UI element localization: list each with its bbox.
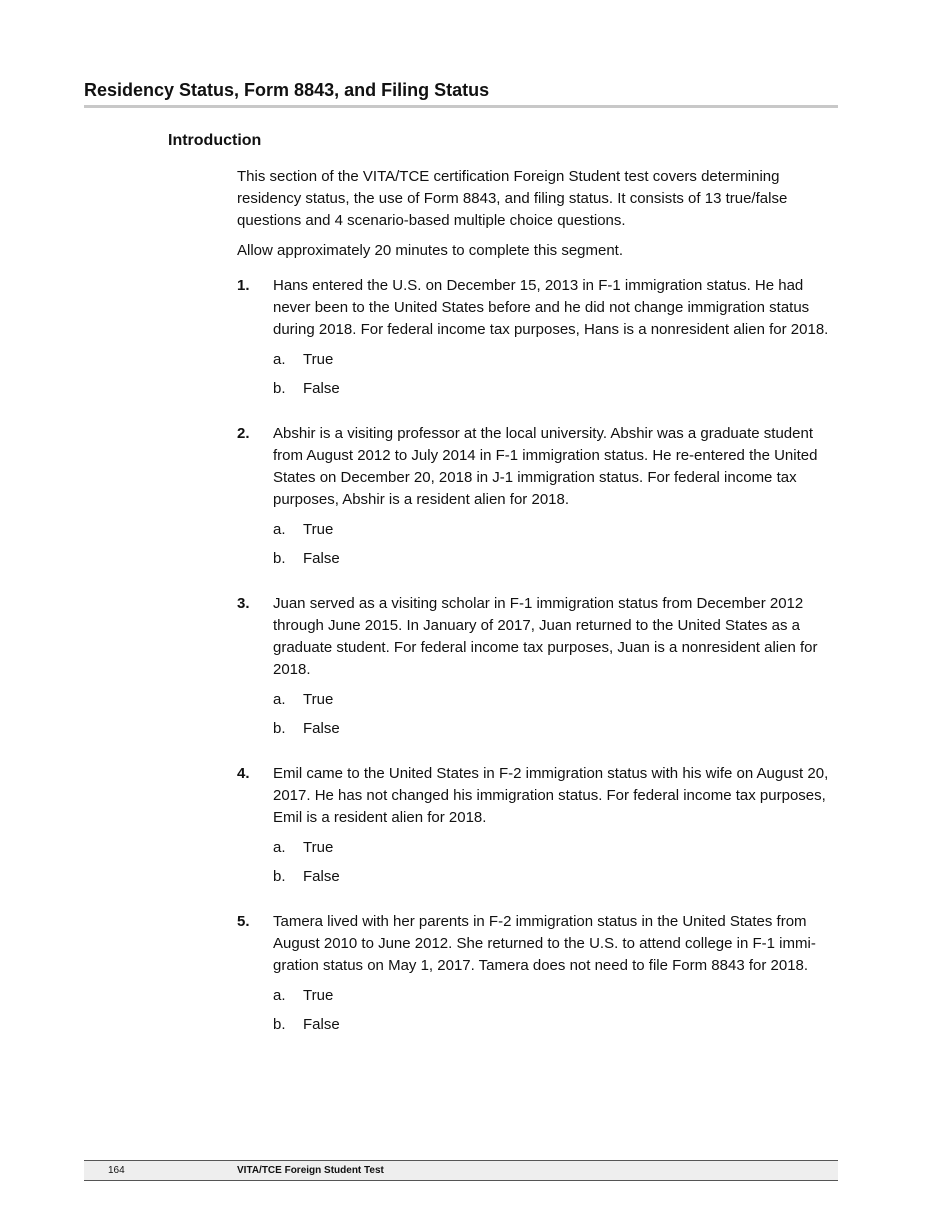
option-label: False bbox=[303, 720, 340, 737]
option-letter: a. bbox=[273, 839, 286, 856]
option-false[interactable] bbox=[273, 1014, 841, 1036]
question-number: 1. bbox=[237, 277, 250, 294]
intro-heading: Introduction bbox=[168, 132, 262, 149]
option-true[interactable] bbox=[273, 519, 841, 541]
option-letter: a. bbox=[273, 691, 286, 708]
option-false[interactable] bbox=[273, 718, 841, 740]
option-label: True bbox=[303, 839, 334, 856]
question-3 bbox=[237, 593, 841, 740]
option-label: False bbox=[303, 1016, 340, 1033]
option-letter: b. bbox=[273, 550, 286, 567]
option-true[interactable] bbox=[273, 985, 841, 1007]
option-label: True bbox=[303, 351, 334, 368]
option-letter: b. bbox=[273, 1016, 286, 1033]
question-text: Abshir is a visiting professor at the local university. Abshir was a graduate student from August 2012 to July 2014 in F-1 immigration status. He re-entered the United States on December 20, 2018 in J-1 immigration status. For federal income tax purposes, Abshir is a resident alien for 2018. bbox=[273, 425, 818, 508]
option-letter: a. bbox=[273, 987, 286, 1004]
content-body bbox=[237, 166, 841, 1059]
page-number: 164 bbox=[108, 1165, 125, 1176]
option-label: False bbox=[303, 550, 340, 567]
question-text: Juan served as a visiting scholar in F-1 immigration status from December 2012 through June 2015. In January of 2017, Juan returned to the United States as a graduate student. For federal income tax purposes, Juan is a nonresident alien for 2018. bbox=[273, 595, 818, 678]
question-number: 5. bbox=[237, 913, 250, 930]
question-text: Tamera lived with her parents in F-2 immigration status in the United States from August 2010 to June 2012. She returned to the U.S. to attend college in F-1 immi-gration status on May 1, 2017. Tamera does not need to file Form 8843 for 2018. bbox=[273, 913, 816, 974]
option-label: True bbox=[303, 691, 334, 708]
question-number: 2. bbox=[237, 425, 250, 442]
question-text: Hans entered the U.S. on December 15, 2013 in F-1 immigration status. He had never been to the United States before and he did not change immigration status during 2018. For federal income tax purposes, Hans is a nonresident alien for 2018. bbox=[273, 277, 829, 338]
option-true[interactable] bbox=[273, 689, 841, 711]
time-allowance-note: Allow approximately 20 minutes to complete this segment. bbox=[237, 242, 624, 259]
option-false[interactable] bbox=[273, 378, 841, 400]
question-5 bbox=[237, 911, 841, 1036]
option-label: True bbox=[303, 987, 334, 1004]
option-letter: b. bbox=[273, 868, 286, 885]
question-4 bbox=[237, 763, 841, 888]
option-letter: b. bbox=[273, 380, 286, 397]
page-footer bbox=[84, 1160, 838, 1181]
intro-paragraph: This section of the VITA/TCE certification Foreign Student test covers determining residency status, the use of Form 8843, and filing status. It consists of 13 true/false questions and 4 scenario-based multiple choice questions. bbox=[237, 168, 788, 229]
option-false[interactable] bbox=[273, 866, 841, 888]
option-true[interactable] bbox=[273, 349, 841, 371]
question-1 bbox=[237, 275, 841, 400]
question-number: 3. bbox=[237, 595, 250, 612]
option-letter: a. bbox=[273, 521, 286, 538]
question-text: Emil came to the United States in F-2 immigration status with his wife on August 20, 2017. He has not changed his immigration status. For federal income tax purposes, Emil is a resident alien for 2018. bbox=[273, 765, 829, 826]
question-number: 4. bbox=[237, 765, 250, 782]
option-letter: a. bbox=[273, 351, 286, 368]
question-2 bbox=[237, 423, 841, 570]
option-false[interactable] bbox=[273, 548, 841, 570]
option-true[interactable] bbox=[273, 837, 841, 859]
option-label: False bbox=[303, 380, 340, 397]
page-title: Residency Status, Form 8843, and Filing Status bbox=[84, 78, 838, 108]
option-label: False bbox=[303, 868, 340, 885]
option-label: True bbox=[303, 521, 334, 538]
option-letter: b. bbox=[273, 720, 286, 737]
footer-title: VITA/TCE Foreign Student Test bbox=[237, 1165, 384, 1176]
